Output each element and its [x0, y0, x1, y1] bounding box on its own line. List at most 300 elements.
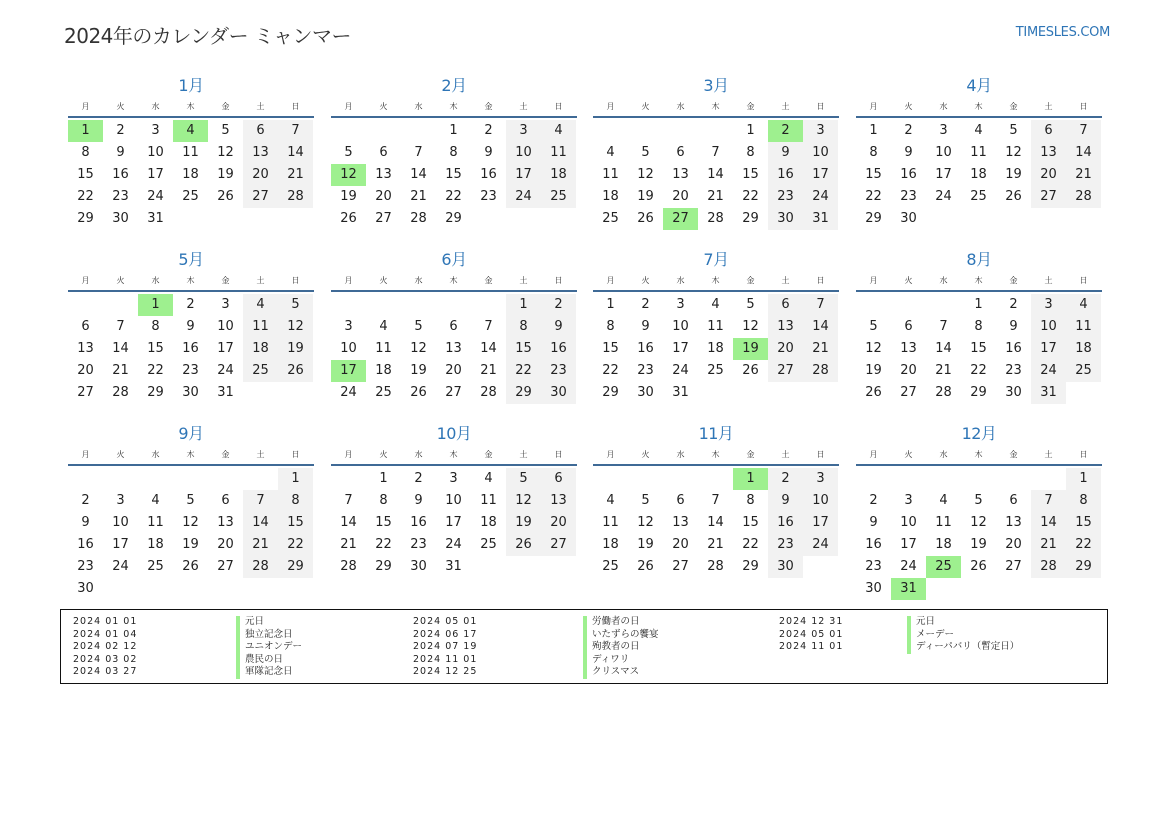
empty-cell [436, 294, 471, 316]
holiday-date: 2024 06 17 [413, 628, 478, 640]
empty-cell [628, 468, 663, 490]
day-cell: 29 [445, 211, 462, 226]
empty-cell [663, 120, 698, 142]
holiday-date: 2024 12 25 [413, 666, 478, 677]
day-cell: 10 [672, 319, 689, 334]
weekday-label: 火 [379, 276, 388, 285]
day-cell: 20 [672, 189, 689, 204]
holiday-name: いたずらの饗宴 [583, 629, 659, 642]
day-cell: 15 [602, 341, 619, 356]
month-7 [593, 250, 839, 404]
day-cell: 13 [217, 515, 234, 530]
holiday-date: 2024 03 27 [73, 666, 138, 677]
day-cell: 21 [410, 189, 427, 204]
weekday-label: 水 [151, 450, 160, 459]
day-cell: 20 [243, 164, 278, 186]
day-cell: 27 [77, 385, 94, 400]
day-cell: 23 [768, 186, 803, 208]
day-cell: 18 [182, 167, 199, 182]
day-cell: 21 [707, 537, 724, 552]
day-cell: 6 [541, 468, 576, 490]
day-cell: 21 [803, 338, 838, 360]
day-cell: 29 [278, 556, 313, 578]
day-cell: 19 [637, 537, 654, 552]
day-cell: 25 [147, 559, 164, 574]
day-cell: 27 [375, 211, 392, 226]
weekday-label: 木 [711, 450, 720, 459]
day-cell: 1 [278, 468, 313, 490]
day-cell: 9 [116, 145, 125, 160]
day-cell: 22 [147, 363, 164, 378]
empty-cell [366, 120, 401, 142]
day-cell: 12 [278, 316, 313, 338]
day-cell: 6 [904, 319, 913, 334]
weekday-label: 金 [746, 276, 755, 285]
empty-cell [698, 120, 733, 142]
day-cell: 2 [414, 471, 423, 486]
empty-cell [366, 294, 401, 316]
day-cell: 28 [935, 385, 952, 400]
day-cell: 9 [641, 319, 650, 334]
day-cell: 26 [217, 189, 234, 204]
day-cell: 6 [449, 319, 458, 334]
empty-cell [103, 294, 138, 316]
day-cell: 24 [217, 363, 234, 378]
day-cell: 25 [602, 211, 619, 226]
day-cell: 8 [974, 319, 983, 334]
day-cell: 21 [480, 363, 497, 378]
day-cell: 5 [344, 145, 353, 160]
day-cell: 14 [480, 341, 497, 356]
empty-cell [68, 294, 103, 316]
day-cell: 5 [869, 319, 878, 334]
day-cell: 22 [970, 363, 987, 378]
day-cell: 21 [707, 189, 724, 204]
day-cell: 23 [410, 537, 427, 552]
weekday-label: 月 [869, 450, 878, 459]
day-cell: 19 [506, 512, 541, 534]
day-cell: 18 [1066, 338, 1101, 360]
weekday-header [331, 448, 577, 466]
day-cell: 20 [541, 512, 576, 534]
day-cell: 16 [768, 164, 803, 186]
weekday-label: 土 [256, 276, 265, 285]
day-cell: 9 [541, 316, 576, 338]
day-cell: 26 [1005, 189, 1022, 204]
weekday-label: 金 [1009, 450, 1018, 459]
day-cell: 26 [865, 385, 882, 400]
day-cell: 15 [77, 167, 94, 182]
day-cell: 4 [173, 120, 208, 142]
weekday-label: 水 [939, 102, 948, 111]
day-cell: 2 [1009, 297, 1018, 312]
weekday-label: 月 [81, 450, 90, 459]
weekday-label: 金 [484, 450, 493, 459]
empty-cell [1031, 468, 1066, 490]
day-cell: 11 [147, 515, 164, 530]
day-cell: 9 [768, 490, 803, 512]
weekday-label: 木 [974, 102, 983, 111]
weekday-header [856, 448, 1102, 466]
day-cell: 1 [449, 123, 458, 138]
weekday-label: 水 [676, 276, 685, 285]
day-cell: 18 [602, 537, 619, 552]
day-cell: 25 [602, 559, 619, 574]
holiday-date: 2024 01 01 [73, 616, 138, 627]
month-5 [68, 250, 314, 404]
empty-cell [401, 120, 436, 142]
day-cell: 7 [711, 493, 720, 508]
weekday-label: 日 [554, 102, 563, 111]
day-cell: 23 [480, 189, 497, 204]
day-cell: 27 [217, 559, 234, 574]
day-cell: 6 [221, 493, 230, 508]
day-cell: 17 [147, 167, 164, 182]
weekday-header [856, 274, 1102, 292]
day-cell: 16 [77, 537, 94, 552]
day-cell: 30 [900, 211, 917, 226]
weekday-label: 日 [291, 450, 300, 459]
day-cell: 4 [151, 493, 160, 508]
day-cell: 21 [243, 534, 278, 556]
day-cell: 1 [138, 294, 173, 316]
day-cell: 16 [541, 338, 576, 360]
day-cell: 7 [803, 294, 838, 316]
day-grid [331, 120, 577, 230]
weekday-label: 日 [1079, 102, 1088, 111]
weekday-label: 日 [291, 102, 300, 111]
day-cell: 7 [243, 490, 278, 512]
weekday-header [593, 448, 839, 466]
day-cell: 13 [243, 142, 278, 164]
day-cell: 19 [1005, 167, 1022, 182]
day-cell: 5 [414, 319, 423, 334]
weekday-label: 水 [676, 450, 685, 459]
day-cell: 4 [606, 145, 615, 160]
weekday-label: 月 [606, 450, 615, 459]
day-cell: 10 [340, 341, 357, 356]
day-cell: 10 [803, 142, 838, 164]
day-cell: 1 [869, 123, 878, 138]
day-cell: 17 [672, 341, 689, 356]
day-cell: 2 [186, 297, 195, 312]
day-cell: 1 [606, 297, 615, 312]
day-cell: 18 [707, 341, 724, 356]
day-cell: 21 [1066, 164, 1101, 186]
day-cell: 18 [970, 167, 987, 182]
day-cell: 25 [541, 186, 576, 208]
day-cell: 23 [112, 189, 129, 204]
day-cell: 16 [900, 167, 917, 182]
day-cell: 26 [506, 534, 541, 556]
day-cell: 25 [243, 360, 278, 382]
day-cell: 15 [742, 515, 759, 530]
day-cell: 1 [379, 471, 388, 486]
day-cell: 17 [803, 164, 838, 186]
weekday-label: 火 [904, 102, 913, 111]
weekday-label: 火 [116, 276, 125, 285]
holiday-date: 2024 07 19 [413, 641, 478, 652]
day-cell: 7 [484, 319, 493, 334]
day-cell: 15 [375, 515, 392, 530]
day-cell: 14 [1066, 142, 1101, 164]
day-cell: 7 [414, 145, 423, 160]
day-cell: 30 [410, 559, 427, 574]
day-cell: 11 [602, 167, 619, 182]
day-cell: 30 [637, 385, 654, 400]
empty-cell [891, 294, 926, 316]
day-cell: 23 [900, 189, 917, 204]
day-cell: 17 [506, 164, 541, 186]
holiday-date: 2024 05 01 [413, 616, 478, 627]
day-cell: 24 [445, 537, 462, 552]
day-cell: 5 [641, 493, 650, 508]
day-cell: 4 [711, 297, 720, 312]
day-cell: 29 [147, 385, 164, 400]
weekday-label: 木 [711, 276, 720, 285]
day-cell: 1 [733, 468, 768, 490]
weekday-label: 日 [554, 450, 563, 459]
day-cell: 2 [116, 123, 125, 138]
day-cell: 12 [331, 164, 366, 186]
day-cell: 16 [768, 512, 803, 534]
day-cell: 7 [1066, 120, 1101, 142]
month-6 [331, 250, 577, 404]
month-name: 6月 [441, 250, 467, 269]
day-cell: 20 [768, 338, 803, 360]
day-cell: 12 [410, 341, 427, 356]
holiday-date: 2024 01 04 [73, 628, 138, 640]
day-cell: 22 [445, 189, 462, 204]
day-cell: 4 [939, 493, 948, 508]
weekday-label: 土 [781, 102, 790, 111]
day-cell: 8 [278, 490, 313, 512]
day-cell: 18 [602, 189, 619, 204]
month-name: 9月 [178, 424, 204, 443]
month-name: 5月 [178, 250, 204, 269]
day-cell: 3 [344, 319, 353, 334]
day-cell: 8 [746, 493, 755, 508]
day-cell: 14 [112, 341, 129, 356]
day-cell: 10 [803, 490, 838, 512]
weekday-label: 金 [1009, 276, 1018, 285]
day-cell: 24 [900, 559, 917, 574]
day-cell: 12 [506, 490, 541, 512]
month-name: 3月 [703, 76, 729, 95]
day-cell: 25 [375, 385, 392, 400]
day-cell: 17 [445, 515, 462, 530]
day-cell: 19 [182, 537, 199, 552]
day-cell: 10 [445, 493, 462, 508]
day-cell: 25 [926, 556, 961, 578]
weekday-label: 火 [116, 102, 125, 111]
day-cell: 8 [151, 319, 160, 334]
day-cell: 10 [900, 515, 917, 530]
weekday-label: 土 [256, 450, 265, 459]
day-cell: 21 [112, 363, 129, 378]
day-cell: 20 [77, 363, 94, 378]
day-cell: 29 [742, 559, 759, 574]
month-name: 2月 [441, 76, 467, 95]
empty-cell [856, 468, 891, 490]
holiday-name: メーデー [907, 629, 954, 642]
weekday-label: 火 [641, 276, 650, 285]
weekday-label: 火 [904, 450, 913, 459]
month-8 [856, 250, 1102, 404]
day-cell: 6 [1031, 120, 1066, 142]
day-cell: 8 [81, 145, 90, 160]
day-cell: 14 [935, 341, 952, 356]
day-cell: 25 [1066, 360, 1101, 382]
weekday-header [593, 274, 839, 292]
day-cell: 31 [217, 385, 234, 400]
day-cell: 2 [869, 493, 878, 508]
day-cell: 19 [637, 189, 654, 204]
day-cell: 30 [1005, 385, 1022, 400]
day-cell: 25 [480, 537, 497, 552]
weekday-label: 金 [484, 276, 493, 285]
weekday-label: 日 [816, 450, 825, 459]
weekday-label: 日 [1079, 276, 1088, 285]
day-cell: 27 [1031, 186, 1066, 208]
day-cell: 15 [147, 341, 164, 356]
day-cell: 14 [278, 142, 313, 164]
day-cell: 2 [768, 468, 803, 490]
day-cell: 28 [112, 385, 129, 400]
day-cell: 28 [803, 360, 838, 382]
empty-cell [471, 294, 506, 316]
empty-cell [891, 468, 926, 490]
weekday-label: 火 [904, 276, 913, 285]
day-cell: 20 [217, 537, 234, 552]
day-cell: 17 [935, 167, 952, 182]
day-cell: 26 [742, 363, 759, 378]
weekday-label: 日 [291, 276, 300, 285]
day-cell: 14 [1031, 512, 1066, 534]
day-cell: 3 [676, 297, 685, 312]
day-cell: 4 [243, 294, 278, 316]
weekday-label: 火 [116, 450, 125, 459]
empty-cell [698, 468, 733, 490]
weekday-label: 木 [186, 450, 195, 459]
weekday-label: 水 [676, 102, 685, 111]
day-cell: 6 [768, 294, 803, 316]
day-cell: 15 [1066, 512, 1101, 534]
weekday-label: 水 [151, 276, 160, 285]
empty-cell [926, 294, 961, 316]
day-cell: 24 [112, 559, 129, 574]
empty-cell [401, 294, 436, 316]
weekday-label: 土 [781, 276, 790, 285]
day-cell: 6 [81, 319, 90, 334]
weekday-label: 土 [781, 450, 790, 459]
day-cell: 28 [480, 385, 497, 400]
day-cell: 7 [116, 319, 125, 334]
day-cell: 11 [602, 515, 619, 530]
day-cell: 2 [904, 123, 913, 138]
day-cell: 30 [112, 211, 129, 226]
day-grid [68, 120, 314, 230]
weekday-label: 月 [869, 102, 878, 111]
month-name: 4月 [966, 76, 992, 95]
day-cell: 27 [243, 186, 278, 208]
weekday-label: 木 [186, 102, 195, 111]
day-cell: 27 [445, 385, 462, 400]
day-cell: 20 [900, 363, 917, 378]
day-cell: 13 [1031, 142, 1066, 164]
day-cell: 9 [768, 142, 803, 164]
weekday-label: 木 [974, 450, 983, 459]
day-cell: 22 [375, 537, 392, 552]
empty-cell [68, 468, 103, 490]
month-12 [856, 424, 1102, 600]
weekday-label: 月 [869, 276, 878, 285]
day-cell: 14 [803, 316, 838, 338]
day-cell: 21 [278, 164, 313, 186]
empty-cell [331, 294, 366, 316]
month-3 [593, 76, 839, 230]
holiday-name: 労働者の日 [583, 616, 640, 629]
holiday-date: 2024 03 02 [73, 653, 138, 665]
day-cell: 29 [742, 211, 759, 226]
day-cell: 8 [869, 145, 878, 160]
holiday-date: 2024 02 12 [73, 641, 138, 652]
holiday-date: 2024 11 01 [779, 641, 844, 652]
day-cell: 21 [340, 537, 357, 552]
holiday-name: ディーパバリ（暫定日） [907, 641, 1019, 654]
empty-cell [103, 468, 138, 490]
day-cell: 18 [243, 338, 278, 360]
day-cell: 1 [974, 297, 983, 312]
day-cell: 2 [541, 294, 576, 316]
day-cell: 16 [865, 537, 882, 552]
weekday-header [593, 100, 839, 118]
day-cell: 3 [1031, 294, 1066, 316]
day-cell: 2 [484, 123, 493, 138]
day-cell: 16 [480, 167, 497, 182]
day-cell: 30 [768, 556, 803, 578]
holiday-name: 殉教者の日 [583, 641, 640, 654]
day-cell: 26 [410, 385, 427, 400]
day-cell: 18 [935, 537, 952, 552]
day-cell: 7 [1031, 490, 1066, 512]
weekday-label: 木 [974, 276, 983, 285]
holiday-name: 元日 [907, 616, 935, 629]
brand-link[interactable]: TIMESLES.COM [1015, 25, 1110, 40]
day-cell: 4 [484, 471, 493, 486]
day-cell: 4 [379, 319, 388, 334]
day-cell: 16 [182, 341, 199, 356]
month-name: 11月 [698, 424, 734, 443]
day-cell: 29 [1066, 556, 1101, 578]
weekday-label: 金 [221, 276, 230, 285]
day-cell: 21 [1031, 534, 1066, 556]
day-cell: 28 [340, 559, 357, 574]
day-grid [593, 468, 839, 578]
empty-cell [208, 468, 243, 490]
day-cell: 26 [970, 559, 987, 574]
day-cell: 13 [445, 341, 462, 356]
day-cell: 15 [506, 338, 541, 360]
day-cell: 8 [379, 493, 388, 508]
day-cell: 19 [217, 167, 234, 182]
empty-cell [138, 468, 173, 490]
day-cell: 24 [803, 534, 838, 556]
day-cell: 23 [77, 559, 94, 574]
weekday-label: 火 [379, 450, 388, 459]
month-11 [593, 424, 839, 578]
day-cell: 22 [77, 189, 94, 204]
